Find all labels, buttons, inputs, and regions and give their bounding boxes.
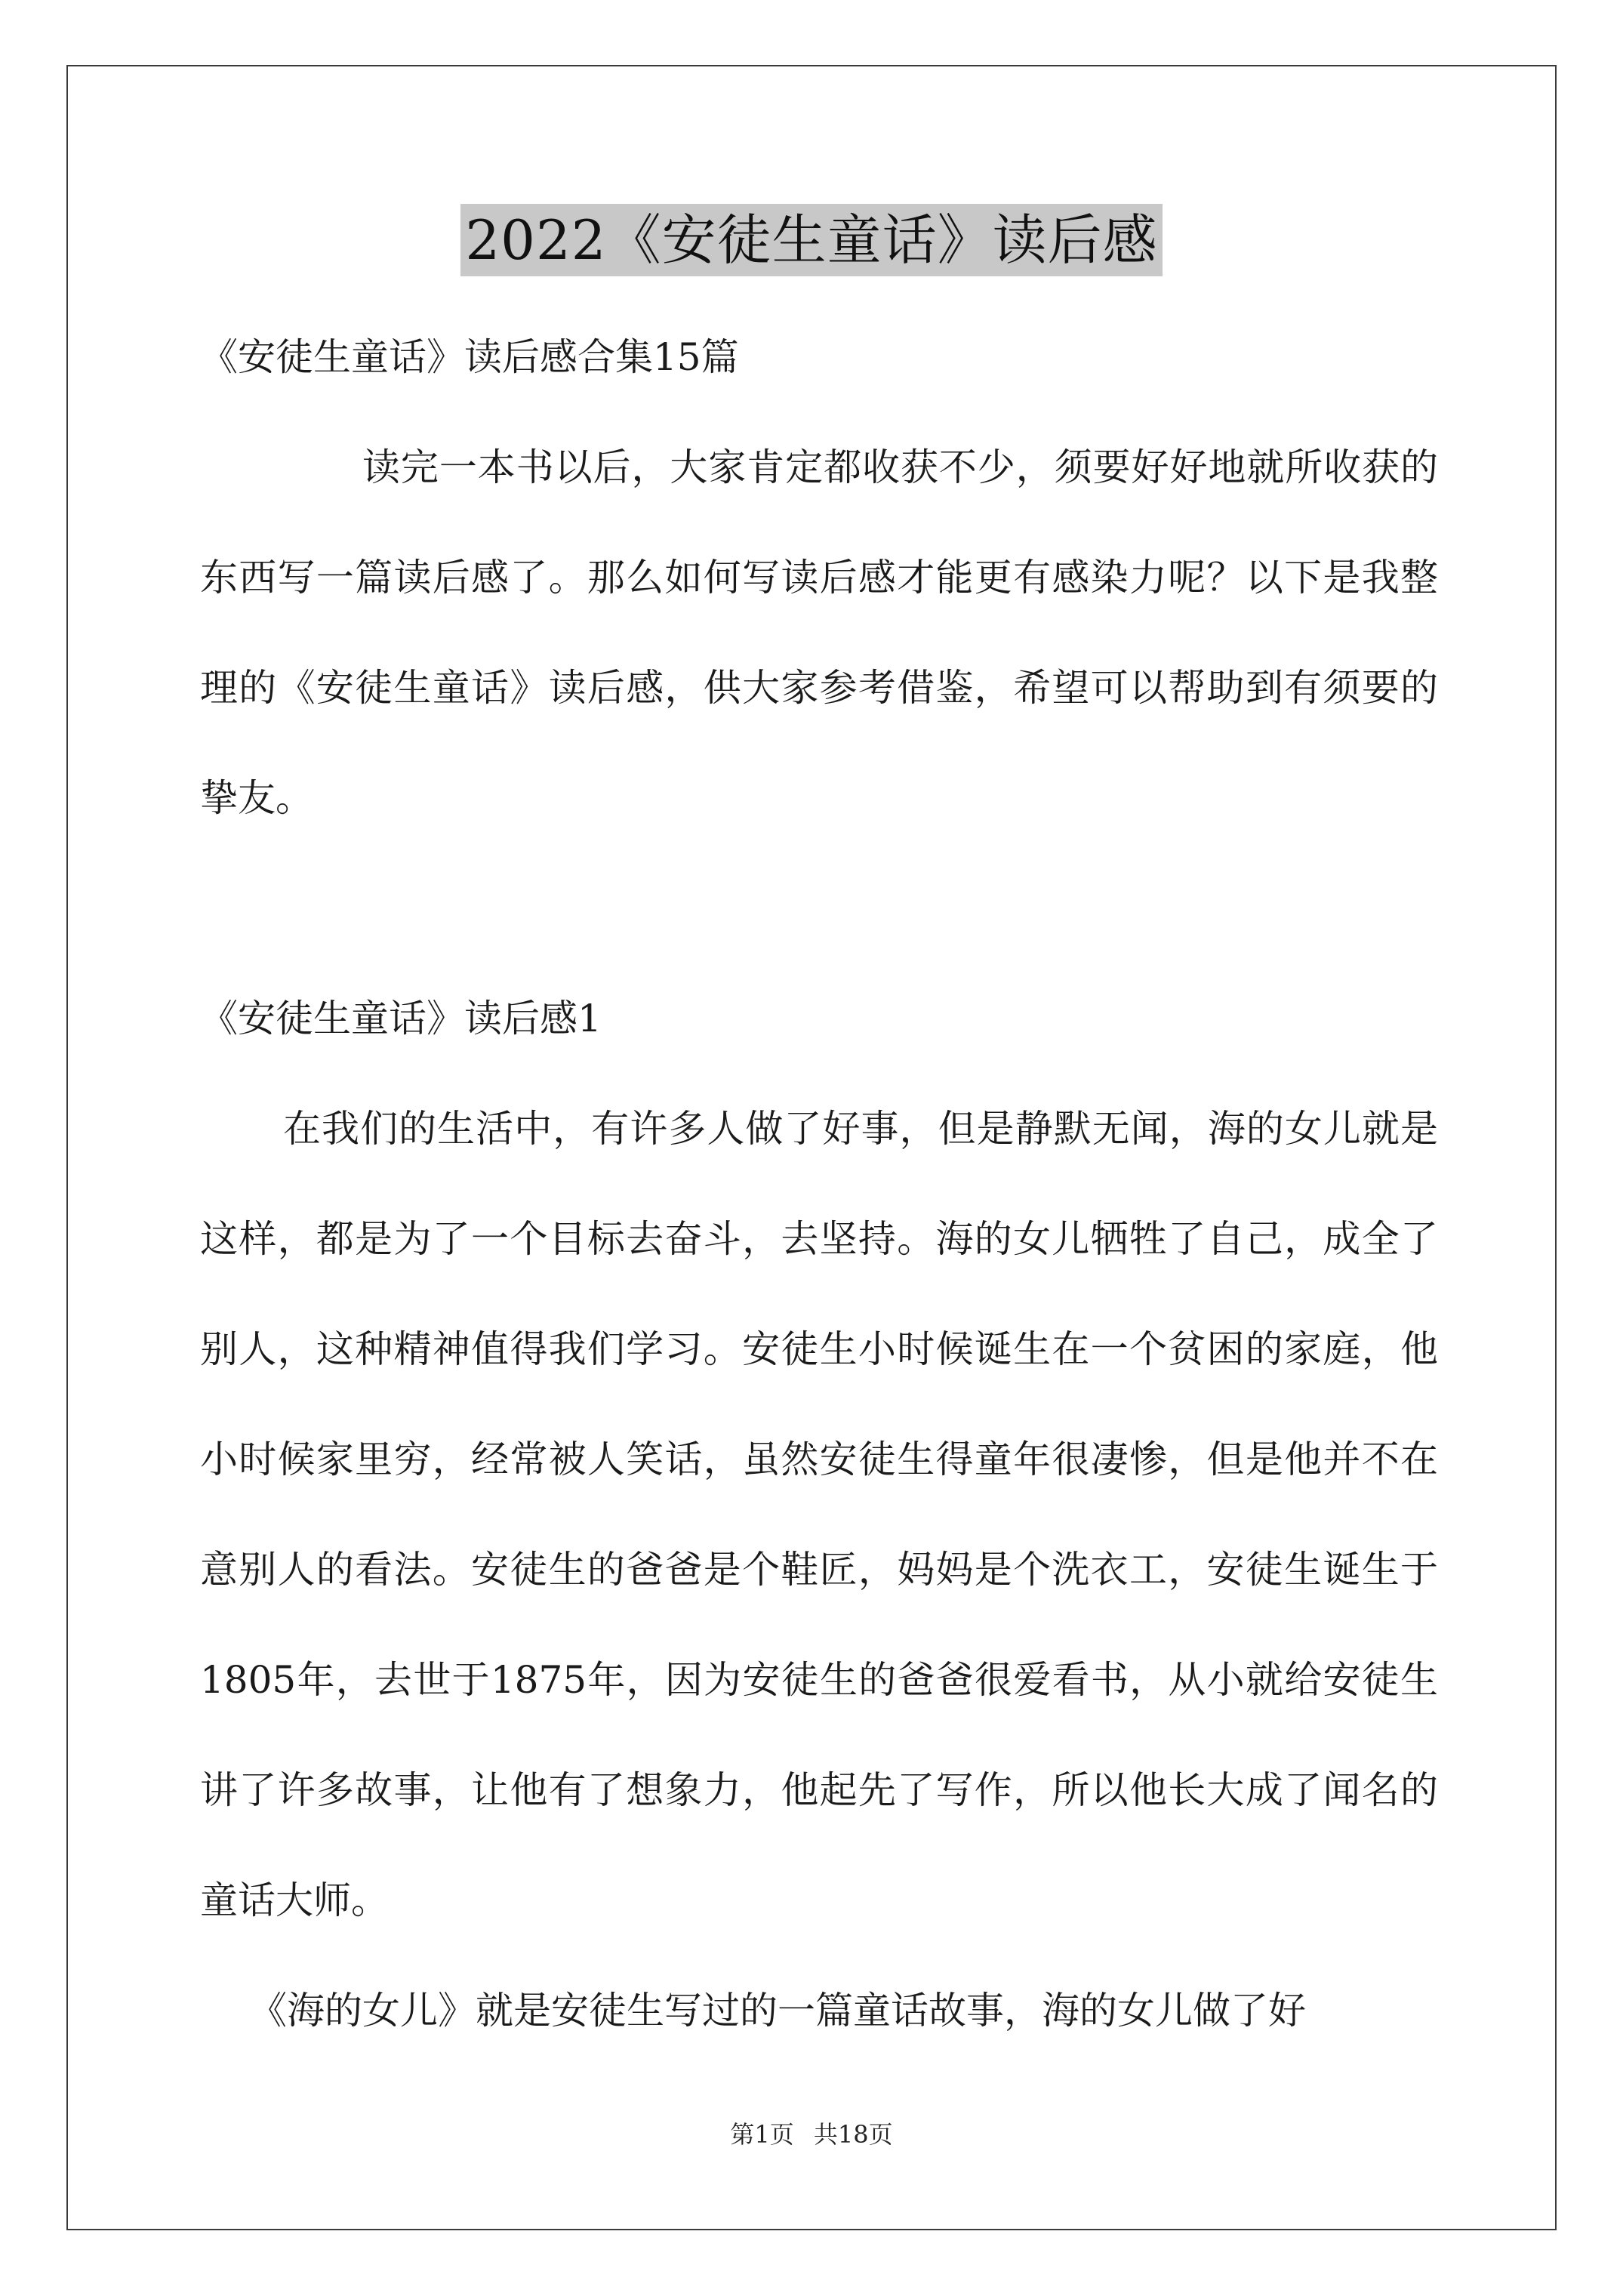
page-footer	[0, 2119, 1623, 2150]
page-total: 共18页	[813, 2120, 893, 2149]
body-paragraph: 在我们的生活中，有许多人做了好事，但是静默无闻，海的女儿就是这样，都是为了一个目标去奋斗，去坚持。海的女儿牺牲了自己，成全了别人，这种精神值得我们学习。安徒生小时候诞生在一个贫困的家庭，他小时候家里穷，经常被人笑话，虽然安徒生得童年很凄惨，但是他并不在意别人的看法。安徒生的爸爸是个鞋匠，妈妈是个洗衣工，安徒生诞生于1805年，去世于1875年，因为安徒生的爸爸很爱看书，从小就给安徒生讲了许多故事，让他有了想象力，他起先了写作，所以他长大成了闻名的童话大师。	[200, 1107, 1438, 1922]
section-heading: 《安徒生童话》读后感1	[200, 997, 602, 1040]
body-paragraph: 《海的女儿》就是安徒生写过的一篇童话故事，海的女儿做了好	[249, 1989, 1306, 2032]
document-title: 2022《安徒生童话》读后感	[460, 204, 1162, 276]
title-container	[0, 204, 1623, 276]
intro-paragraph: 读完一本书以后，大家肯定都收获不少，须要好好地就所收获的东西写一篇读后感了。那么如何写读后感才能更有感染力呢？以下是我整理的《安徒生童话》读后感，供大家参考借鉴，希望可以帮助到有须要的挚友。	[200, 445, 1438, 820]
document-subtitle: 《安徒生童话》读后感合集15篇	[200, 335, 739, 379]
blank-line	[200, 853, 1438, 963]
page-number: 第1页	[730, 2120, 794, 2149]
document-body	[200, 302, 1438, 2066]
